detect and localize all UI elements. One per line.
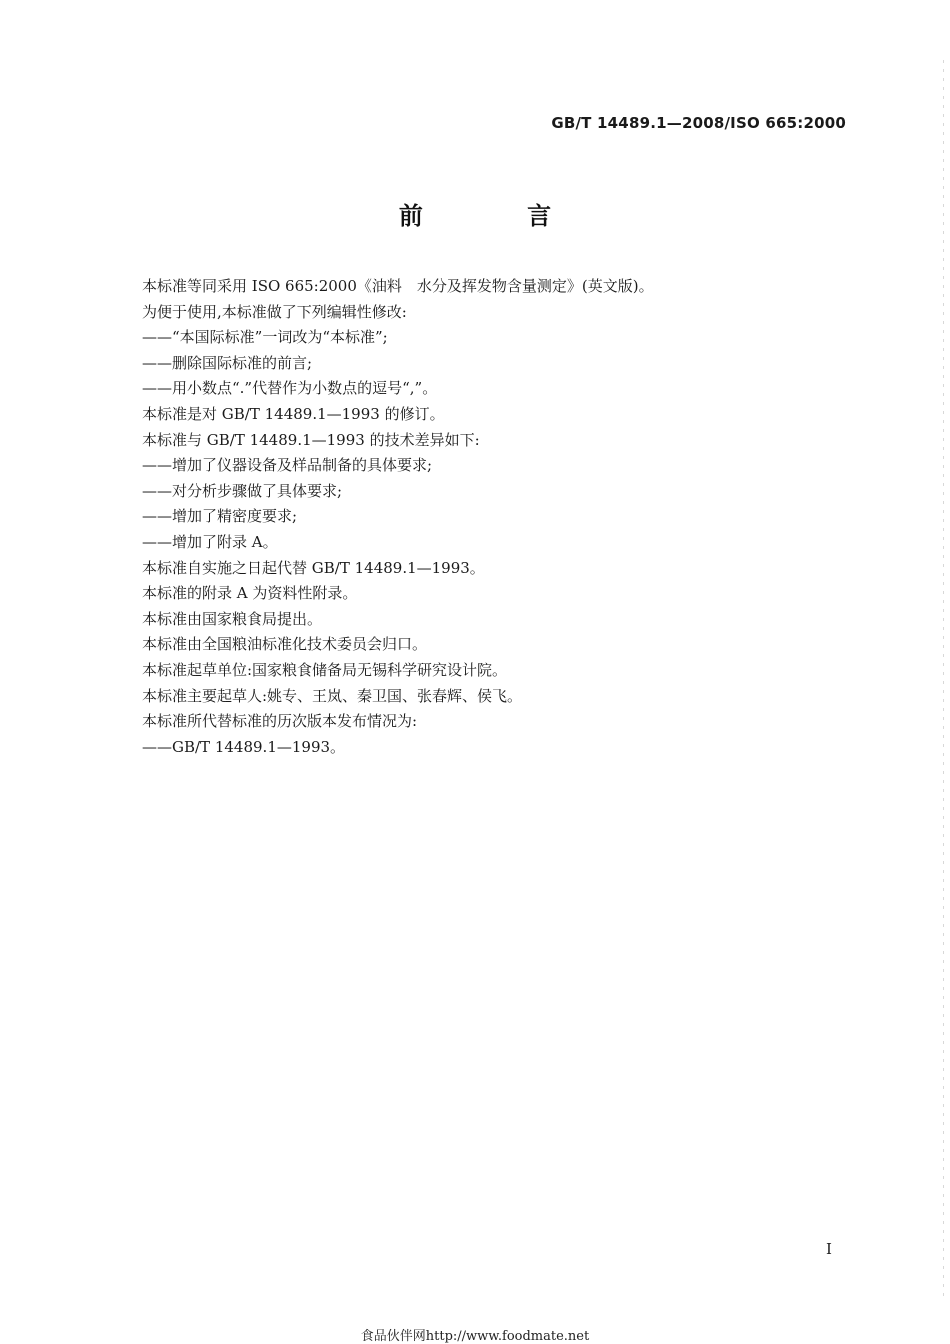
body-line: ——增加了仪器设备及样品制备的具体要求; (142, 456, 433, 475)
body-line: ——用小数点“.”代替作为小数点的逗号“,”。 (142, 379, 438, 398)
body-line: 本标准是对 GB/T 14489.1—1993 的修订。 (142, 404, 445, 423)
preface-body (142, 274, 862, 760)
body-line: ——对分析步骤做了具体要求; (142, 481, 343, 500)
body-line: 本标准的附录 A 为资料性附录。 (142, 584, 358, 603)
scan-edge (943, 60, 944, 1300)
footer-watermark: 食品伙伴网http://www.foodmate.net (360, 1329, 590, 1344)
page-title: 前 言 (398, 202, 600, 230)
body-line: ——增加了附录 A。 (142, 532, 278, 551)
body-line: 为便于使用,本标准做了下列编辑性修改: (142, 302, 407, 321)
body-line: 本标准与 GB/T 14489.1—1993 的技术差异如下: (142, 430, 480, 449)
body-line: ——增加了精密度要求; (142, 507, 298, 526)
body-line: ——“本国际标准”一词改为“本标准”; (142, 328, 388, 347)
body-line: 本标准自实施之日起代替 GB/T 14489.1—1993。 (142, 558, 485, 577)
body-line: 本标准起草单位:国家粮食储备局无锡科学研究设计院。 (142, 660, 508, 679)
standard-code: GB/T 14489.1—2008/ISO 665:2000 (551, 114, 846, 132)
page-number: I (826, 1240, 832, 1258)
body-line: 本标准等同采用 ISO 665:2000《油料 水分及挥发物含量测定》(英文版)。 (142, 277, 654, 295)
body-line: 本标准主要起草人:姚专、王岚、秦卫国、张春辉、侯飞。 (142, 686, 523, 705)
body-line: ——删除国际标准的前言; (142, 353, 313, 372)
body-line: 本标准由国家粮食局提出。 (142, 609, 323, 628)
body-line: 本标准由全国粮油标准化技术委员会归口。 (142, 635, 428, 654)
body-line: ——GB/T 14489.1—1993。 (142, 737, 346, 756)
body-line: 本标准所代替标准的历次版本发布情况为: (142, 712, 418, 731)
